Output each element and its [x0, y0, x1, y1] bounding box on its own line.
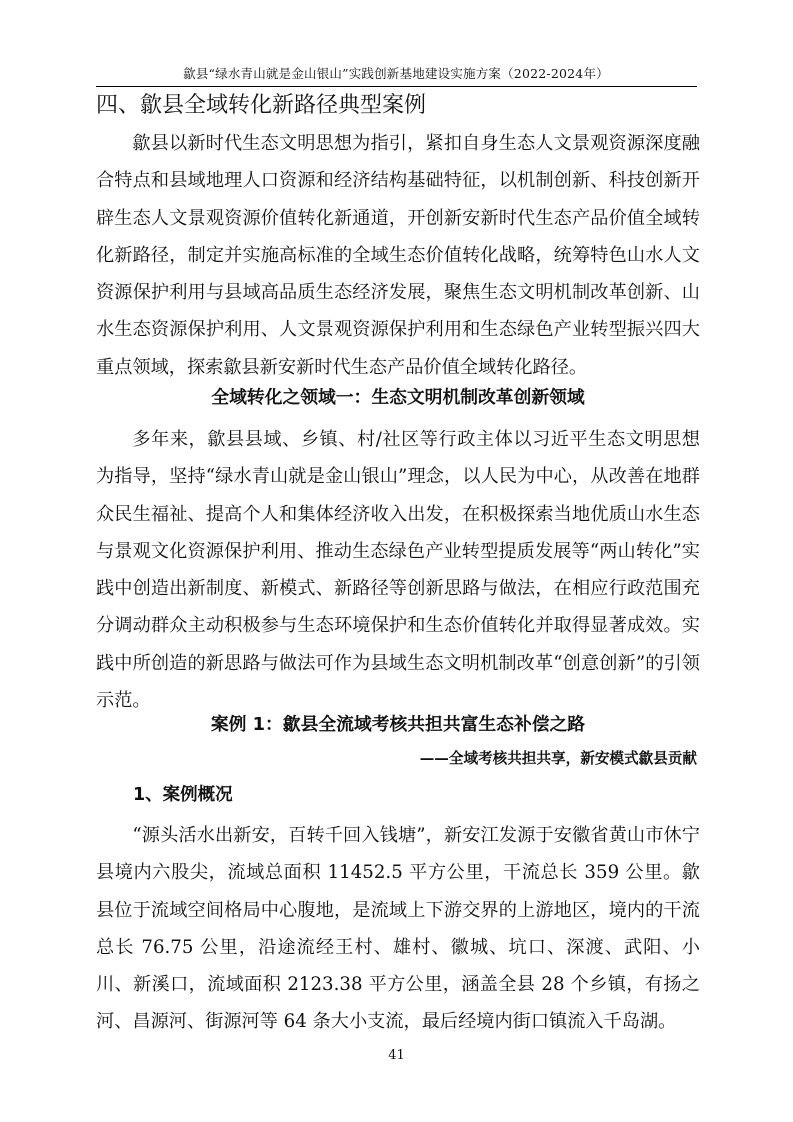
page-number: 41: [388, 1048, 405, 1063]
section-title: 四、歙县全域转化新路径典型案例: [96, 93, 427, 118]
header-rule: [96, 86, 697, 87]
section-intro-paragraph: 歙县以新时代生态文明思想为指引，紧扣自身生态人文景观资源深度融合特点和县域地理人口资源和经济结构基础特征，以机制创新、科技创新开辟生态人文景观资源价值转化新通道，开创新安新时代生态产品价值全域转化新路径，制定并实施高标准的全域生态价值转化战略，统筹特色山水人文资源保护利用与县域高品质生态经济发展，聚焦生态文明机制改革创新、山水生态资源保护利用、人文景观资源保护利用和生态绿色产业转型振兴四大重点领域，探索歙县新安新时代生态产品价值全域转化路径。: [96, 133, 700, 378]
case-one-byline: ——全域考核共担共享，新安模式歙县贡献: [419, 750, 697, 767]
case-overview-heading: 1、案例概况: [133, 785, 233, 805]
domain-one-block: [96, 421, 700, 719]
case-overview-block: [96, 817, 700, 1041]
case-overview-paragraph: “源头活水出新安，百转千回入钱塘”，新安江发源于安徽省黄山市休宁县境内六股尖，流域总面积 11452.5 平方公里，干流总长 359 公里。歙县位于流域空间格局中心腹地，是流域上下游交界的上游地区，境内的干流总长 76.75 公里，沿途流经王村、雄村、徽城、坑口、深渡、武阳、小川、新溪口，流域面积 2123.38 平方公里，涵盖全县 28 个乡镇，有扬之河、昌源河、街源河等 64 条大小支流，最后经境内街口镇流入千岛湖。: [96, 825, 700, 1033]
case-one-title: 案例 1：歙县全流域考核共担共富生态补偿之路: [210, 714, 586, 735]
running-header: 歙县“绿水青山就是金山银山”实践创新基地建设实施方案（2022-2024年）: [183, 66, 609, 81]
section-intro-block: [96, 125, 700, 386]
domain-one-paragraph: 多年来，歙县县域、乡镇、村/社区等行政主体以习近平生态文明思想为指导，坚持“绿水青山就是金山银山”理念，以人民为中心，从改善在地群众民生福祉、提高个人和集体经济收入出发，在积极探索当地优质山水生态与景观文化资源保护利用、推动生态绿色产业转型提质发展等“两山转化”实践中创造出新制度、新模式、新路径等创新思路与做法，在相应行政范围充分调动群众主动积极参与生态环境保护和生态价值转化并取得显著成效。实践中所创造的新思路与做法可作为县域生态文明机制改革“创意创新”的引领示范。: [96, 429, 700, 712]
domain-one-title: 全域转化之领域一：生态文明机制改革创新领域: [211, 387, 585, 408]
